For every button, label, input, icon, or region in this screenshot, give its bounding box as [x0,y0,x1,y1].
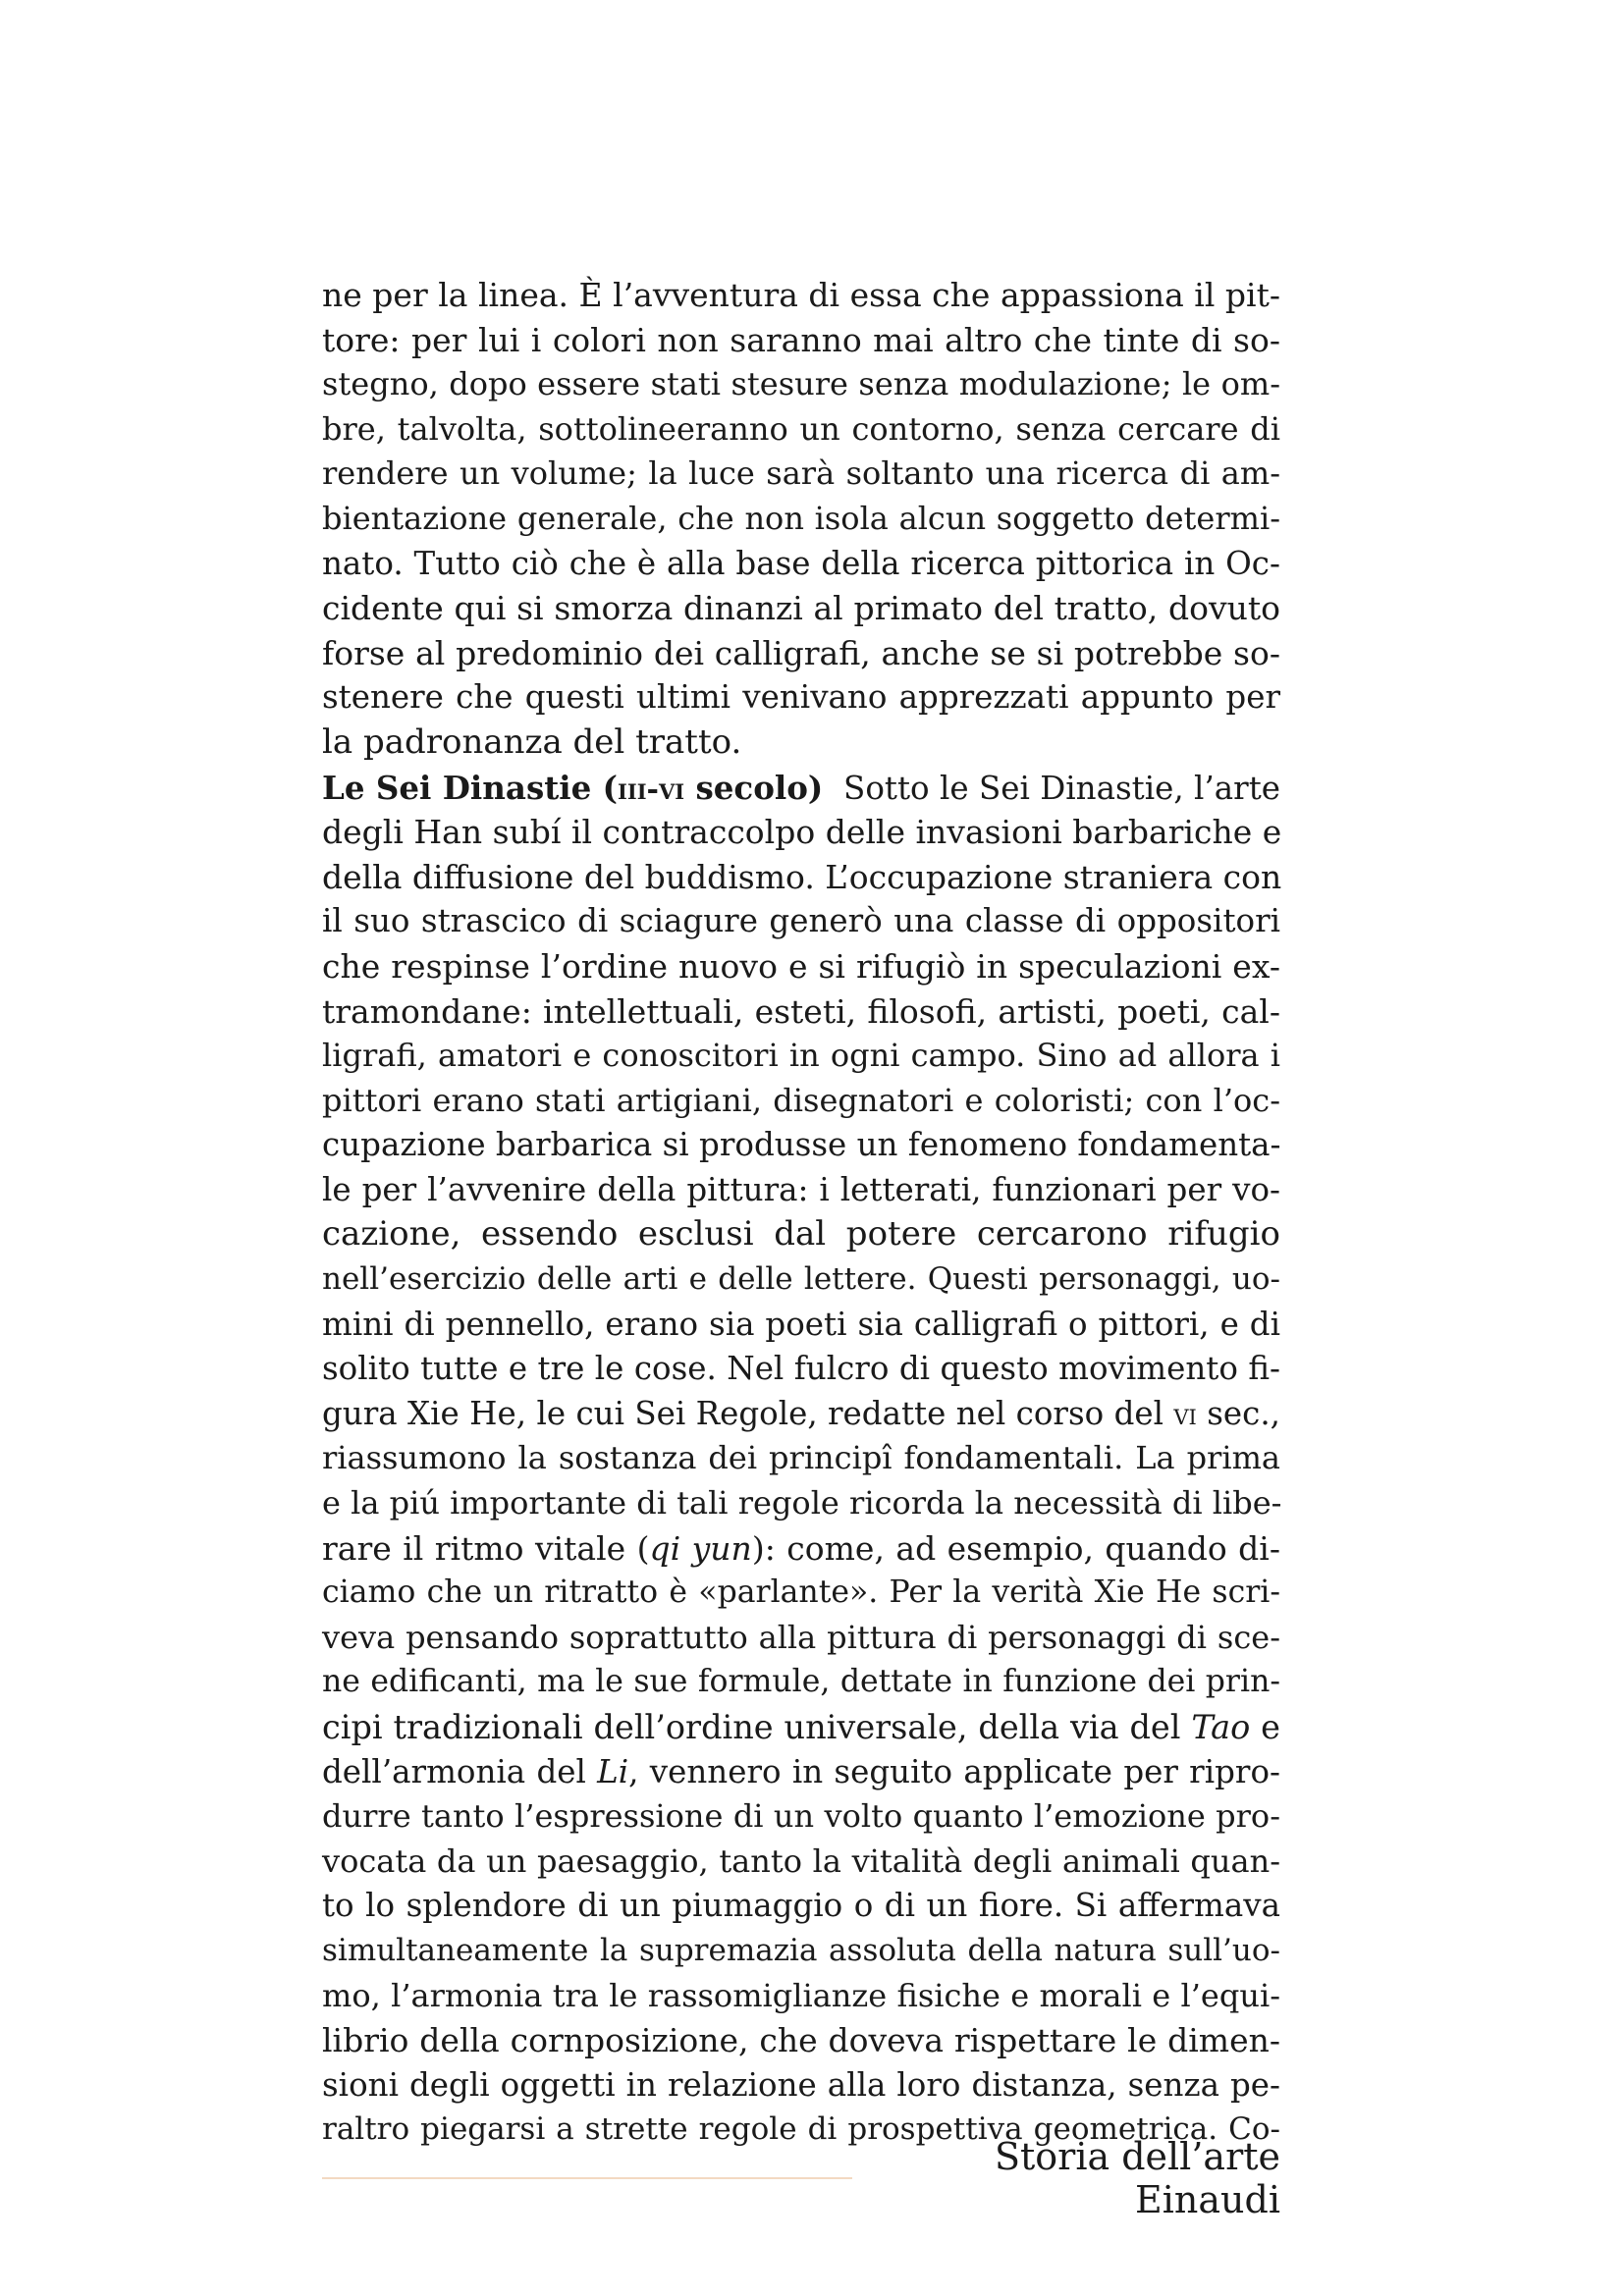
text-line: mini di pennello, erano sia poeti sia calligrafi o pittori, e di [322,1305,1280,1343]
text-line: ciamo che un ritratto è «parlante». Per la verità Xie He scri- [322,1575,1280,1611]
text-line: stegno, dopo essere stati stesure senza modulazione; le om- [322,365,1280,403]
text-line: rendere un volume; la luce sarà soltanto una ricerca di am- [322,454,1280,493]
text-line: to lo splendore di un piumaggio o di un fiore. Si affermava [322,1887,1280,1925]
text-line: ne edificanti, ma le sue formule, dettate in funzione dei prin- [322,1664,1280,1700]
page-footer [322,2135,1280,2221]
text-line: sioni degli oggetti in relazione alla loro distanza, senza pe- [322,2065,1280,2104]
text-line: riassumono la sostanza dei principî fondamentali. La prima [322,1439,1280,1477]
text-line: cipi tradizionali dell’ordine universale, della via del Tao e [322,1708,1280,1746]
text-line: simultaneamente la supremazia assoluta della natura sull’uo- [322,1932,1280,1968]
text-line: ligrafi, amatori e conoscitori in ogni campo. Sino ad allora i [322,1037,1280,1075]
text-line: veva pensando soprattutto alla pittura di personaggi di sce- [322,1618,1280,1656]
text-line: nato. Tutto ciò che è alla base della ricerca pittorica in Oc- [322,544,1280,582]
text-line: tore: per lui i colori non saranno mai altro che tinte di so- [322,320,1280,359]
text-line: ne per la linea. È l’avventura di essa che appassiona il pit- [322,276,1280,314]
text-line: raltro piegarsi a strette regole di prospettiva geometrica. Co- [322,2111,1280,2148]
text-line: bre, talvolta, sottolineeranno un contorno, senza cercare di [322,409,1280,448]
text-line: cidente qui si smorza dinanzi al primato del tratto, dovuto [322,589,1280,628]
text-line: nell’esercizio delle arti e delle lettere. Questi personaggi, uo- [322,1261,1280,1298]
text-line: la padronanza del tratto. [322,721,742,762]
text-line: il suo strascico di sciagure generò una classe di oppositori [322,902,1280,940]
text-line: solito tutte e tre le cose. Nel fulcro di questo movimento fi- [322,1350,1280,1388]
footer-rule [322,2177,852,2179]
text-line: forse al predominio dei calligrafi, anche se si potrebbe so- [322,633,1280,672]
footer-title: Storia dell’arte Einaudi [994,2135,1280,2221]
text-line: gura Xie He, le cui Sei Regole, redatte nel corso del vi sec., [322,1394,1280,1432]
body-text [322,273,1280,2153]
text-line: dell’armonia del Li, vennero in seguito applicate per ripro- [322,1752,1280,1790]
text-line: librio della cornposizione, che doveva rispettare le dimen- [322,2021,1280,2060]
text-line: della diffusione del buddismo. L’occupazione straniera con [322,857,1282,896]
text-line: vocata da un paesaggio, tanto la vitalità degli animali quan- [322,1842,1280,1880]
text-line: e la piú importante di tali regole ricorda la necessità di libe- [322,1484,1282,1522]
text-line: degli Han subí il contraccolpo delle invasioni barbariche e [322,813,1282,852]
text-line: rare il ritmo vitale (qi yun): come, ad esempio, quando di- [322,1528,1280,1568]
text-line: che respinse l’ordine nuovo e si rifugiò in speculazioni ex- [322,946,1280,986]
text-line: bientazione generale, che non isola alcun soggetto determi- [322,499,1280,537]
text-line: tramondane: intellettuali, esteti, filosofi, artisti, poeti, cal- [322,991,1280,1031]
text-line: pittori erano stati artigiani, disegnatori e coloristi; con l’oc- [322,1081,1280,1119]
text-line: durre tanto l’espressione di un volto quanto l’emozione pro- [322,1797,1280,1836]
section-heading: Le Sei Dinastie (iii-vi secolo) [322,768,824,807]
text-line: cazione, essendo esclusi dal potere cercarono rifugio [322,1214,1280,1255]
text-line: mo, l’armonia tra le rassomiglianze fisiche e morali e l’equi- [322,1976,1280,2014]
section-heading-line: Le Sei Dinastie (iii-vi secolo) Sotto le Sei Dinastie, l’arte [322,768,1280,807]
text-line: stenere che questi ultimi venivano apprezzati appunto per [322,678,1280,717]
text-line: le per l’avvenire della pittura: i letterati, funzionari per vo- [322,1170,1280,1208]
text-line: cupazione barbarica si produsse un fenomeno fondamenta- [322,1126,1281,1164]
